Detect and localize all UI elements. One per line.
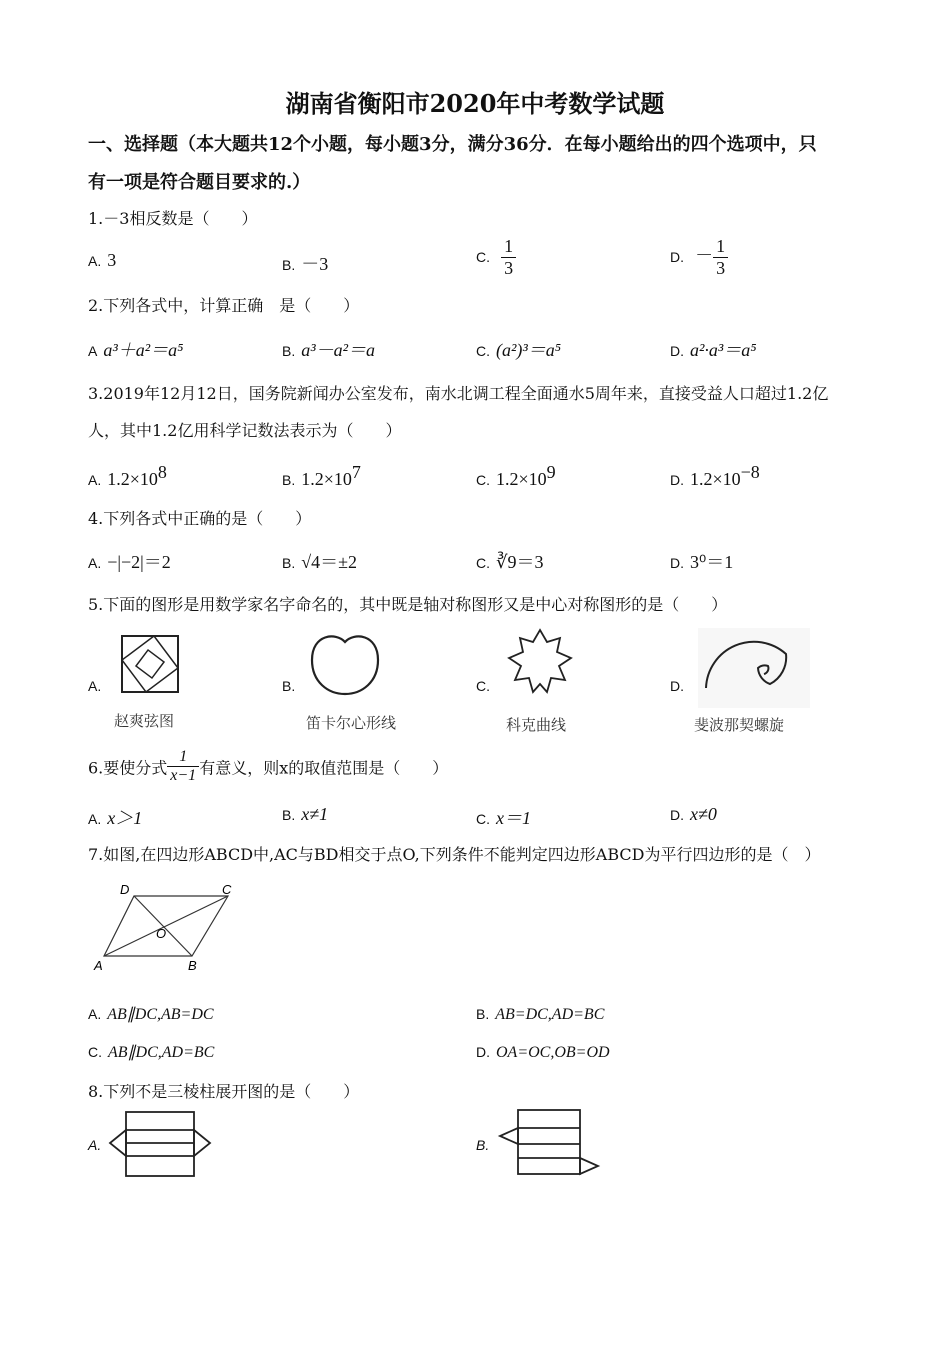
q5-option-c-label: C. xyxy=(476,678,490,694)
q7-option-d: D. OA=OC,OB=OD xyxy=(476,1044,610,1061)
q1-stem: 1.－3相反数是（ ） xyxy=(88,209,258,228)
q1-option-b: B. －3 xyxy=(282,254,329,274)
q8-option-a-label: A. xyxy=(88,1137,102,1153)
q4-option-a: A. −|−2|＝2 xyxy=(88,552,171,572)
q8-stem: 8.下列不是三棱柱展开图的是（ ） xyxy=(88,1082,360,1101)
q4-option-d: D. 3⁰＝1 xyxy=(670,552,734,572)
q3-option-c: C. $1.2\times 10^9$ xyxy=(476,462,556,489)
zhao-shuang-diagram xyxy=(118,632,184,698)
q6-option-d: D. x≠0 xyxy=(670,804,717,824)
point-c-label: C xyxy=(222,882,232,897)
q6-option-a: A. x＞1 xyxy=(88,808,143,828)
q2-option-b: B. a³－a²＝a xyxy=(282,340,376,360)
q7-stem: 7.如图,在四边形ABCD中,AC与BD相交于点O,下列条件不能判定四边形ABCD为平行四边形的是（ ） xyxy=(88,845,821,864)
q5-stem: 5.下面的图形是用数学家名字命名的，其中既是轴对称图形又是中心对称图形的是（ ） xyxy=(88,595,728,614)
q4-option-c: C. ∛9＝3 xyxy=(476,552,544,572)
q1-option-a: A. 3 xyxy=(88,250,117,270)
point-o-label: O xyxy=(156,926,167,941)
prism-net-b-diagram xyxy=(494,1106,602,1178)
q2-option-d: D. a²·a³＝a⁵ xyxy=(670,340,757,360)
q7-option-a: A. AB∥DC,AB=DC xyxy=(88,1006,214,1023)
cardioid-diagram xyxy=(306,632,384,700)
q3-option-a: A. $1.2\times 10^8$ xyxy=(88,462,167,489)
q5-option-d-label: D. xyxy=(670,678,684,694)
q2-option-c: C. (a²)³＝a⁵ xyxy=(476,340,562,360)
q3-stem-line2: 人，其中1.2亿用科学记数法表示为（ ） xyxy=(88,421,402,440)
q3-option-d: D. $1.2\times 10^{-8}$ xyxy=(670,462,760,489)
q6-stem: 6.要使分式 $\frac{1}{x-1}$ 有意义，则x的取值范围是（ ） xyxy=(88,748,449,785)
q1-option-d: D. － $\frac{1}{3}$ xyxy=(670,236,728,278)
q4-stem: 4.下列各式中正确的是（ ） xyxy=(88,509,312,528)
q5-option-a-label: A. xyxy=(88,678,102,694)
point-a-label: A xyxy=(94,958,103,973)
q5-c-caption: 科克曲线 xyxy=(506,716,567,734)
q7-option-c: C. AB∥DC,AD=BC xyxy=(88,1044,215,1061)
q3-stem-line1: 3.2019年12月12日，国务院新闻办公室发布，南水北调工程全面通水5周年来，直接受益人口超过1.2亿 xyxy=(88,384,829,403)
q6-option-b: B. x≠1 xyxy=(282,804,329,824)
q3-option-b: B. $1.2\times 10^7$ xyxy=(282,462,361,489)
section-header-line1: 一、选择题（本大题共12个小题，每小题3分，满分36分．在每小题给出的四个选项中，只 xyxy=(88,134,817,155)
q2-stem: 2.下列各式中，计算正确 是（ ） xyxy=(88,296,360,315)
parallelogram-abcd-diagram xyxy=(88,882,248,974)
prism-net-a-diagram xyxy=(106,1108,214,1180)
point-b-label: B xyxy=(188,958,197,973)
q5-option-b-label: B. xyxy=(282,678,296,694)
q1-option-c: C. $\frac{1}{3}$ xyxy=(476,236,516,278)
q5-d-caption: 斐波那契螺旋 xyxy=(694,716,785,734)
koch-snowflake-diagram xyxy=(505,628,575,700)
q6-option-c: C. x＝1 xyxy=(476,808,531,828)
exam-title: 湖南省衡阳市2020年中考数学试题 xyxy=(285,89,665,118)
q4-option-b: B. √4＝±2 xyxy=(282,552,357,572)
fibonacci-spiral-diagram xyxy=(698,628,810,708)
point-d-label: D xyxy=(120,882,130,897)
q8-option-b-label: B. xyxy=(476,1137,490,1153)
q2-option-a: A a³＋a²＝a⁵ xyxy=(88,340,184,360)
q5-b-caption: 笛卡尔心形线 xyxy=(306,714,397,732)
q7-option-b: B. AB=DC,AD=BC xyxy=(476,1006,605,1023)
section-header-line2: 有一项是符合题目要求的.） xyxy=(88,172,311,193)
q5-a-caption: 赵爽弦图 xyxy=(114,712,175,730)
